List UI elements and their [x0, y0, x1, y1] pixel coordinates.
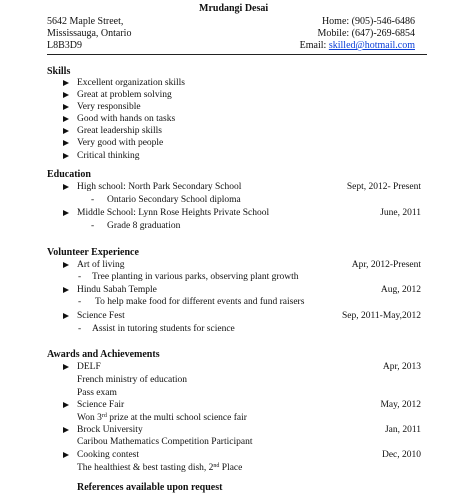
award-detail-text: Place: [219, 463, 243, 473]
dash-bullet: -: [78, 297, 82, 307]
skill-item: Critical thinking: [77, 151, 140, 161]
education-school: Middle School: Lynn Rose Heights Private School: [77, 208, 270, 218]
dash-bullet: -: [91, 221, 95, 231]
volunteer-name: Hindu Sabah Temple: [77, 285, 157, 295]
arrow-bullet-icon: [63, 92, 69, 98]
arrow-bullet-icon: [63, 140, 69, 146]
award-detail-sup: nd: [213, 463, 220, 469]
award-date: Dec, 2010: [381, 450, 421, 460]
award-name: Brock University: [77, 425, 143, 435]
email-link[interactable]: skilled@hotmail.com: [328, 40, 415, 51]
award-detail: French ministry of education: [77, 375, 188, 385]
award-detail: [77, 413, 247, 424]
award-detail-text: Won 3: [77, 413, 102, 423]
resume-name: Mrudangi Desai: [199, 3, 269, 14]
skill-item: Very responsible: [77, 102, 141, 112]
volunteer-date: Sep, 2011-May,2012: [342, 311, 421, 321]
education-date: June, 2011: [380, 208, 421, 218]
skills-heading: Skills: [47, 66, 71, 77]
award-name: Science Fair: [77, 400, 125, 410]
arrow-bullet-icon: [63, 128, 69, 134]
education-date: Sept, 2012- Present: [346, 182, 421, 192]
volunteer-name: Art of living: [77, 260, 125, 270]
arrow-bullet-icon: [63, 313, 69, 319]
award-detail: [77, 463, 242, 474]
volunteer-heading: Volunteer Experience: [47, 247, 139, 258]
dash-bullet: -: [91, 195, 95, 205]
header-divider: [47, 54, 427, 55]
home-phone: Home: (905)-546-6486: [321, 16, 415, 27]
education-heading: Education: [47, 169, 91, 180]
arrow-bullet-icon: [63, 104, 69, 110]
email-line: [300, 41, 415, 51]
award-detail: Pass exam: [77, 388, 117, 398]
volunteer-date: Aug, 2012: [380, 285, 421, 295]
arrow-bullet-icon: [63, 287, 69, 293]
award-date: Apr, 2013: [382, 362, 421, 372]
arrow-bullet-icon: [63, 80, 69, 86]
volunteer-detail: To help make food for different events and fund raisers: [95, 297, 305, 307]
award-detail: Caribou Mathematics Competition Participant: [77, 437, 253, 447]
award-date: May, 2012: [380, 400, 421, 410]
award-detail-text: The healthiest & best tasting dish, 2: [77, 463, 214, 473]
education-detail: Grade 8 graduation: [107, 221, 181, 231]
skill-item: Very good with people: [77, 138, 164, 148]
skill-item: Great leadership skills: [77, 126, 162, 136]
address-line-3: L8B3D9: [47, 40, 82, 51]
volunteer-detail: Assist in tutoring students for science: [92, 324, 235, 334]
award-date: Jan, 2011: [384, 425, 421, 435]
skill-item: Great at problem solving: [77, 90, 172, 100]
email-label: Email:: [299, 40, 329, 51]
awards-heading: Awards and Achievements: [47, 349, 160, 360]
arrow-bullet-icon: [63, 184, 69, 190]
arrow-bullet-icon: [63, 262, 69, 268]
award-name: DELF: [77, 362, 101, 372]
address-line-1: 5642 Maple Street,: [47, 16, 124, 27]
arrow-bullet-icon: [63, 402, 69, 408]
dash-bullet: -: [78, 324, 82, 334]
education-detail: Ontario Secondary School diploma: [107, 195, 241, 205]
award-name: Cooking contest: [77, 450, 140, 460]
award-detail-text: prize at the multi school science fair: [106, 413, 247, 423]
arrow-bullet-icon: [63, 153, 69, 159]
arrow-bullet-icon: [63, 364, 69, 370]
volunteer-date: Apr, 2012-Present: [351, 260, 421, 270]
arrow-bullet-icon: [63, 452, 69, 458]
volunteer-name: Science Fest: [77, 311, 125, 321]
arrow-bullet-icon: [63, 210, 69, 216]
dash-bullet: -: [78, 272, 82, 282]
arrow-bullet-icon: [63, 116, 69, 122]
address-line-2: Mississauga, Ontario: [47, 28, 132, 39]
arrow-bullet-icon: [63, 427, 69, 433]
mobile-phone: Mobile: (647)-269-6854: [317, 28, 415, 39]
skill-item: Good with hands on tasks: [77, 114, 176, 124]
volunteer-detail: Tree planting in various parks, observing plant growth: [92, 272, 299, 282]
award-detail-sup: rd: [101, 413, 107, 419]
education-school: High school: North Park Secondary School: [77, 182, 242, 192]
references-note: References available upon request: [77, 482, 223, 493]
skill-item: Excellent organization skills: [77, 78, 185, 88]
